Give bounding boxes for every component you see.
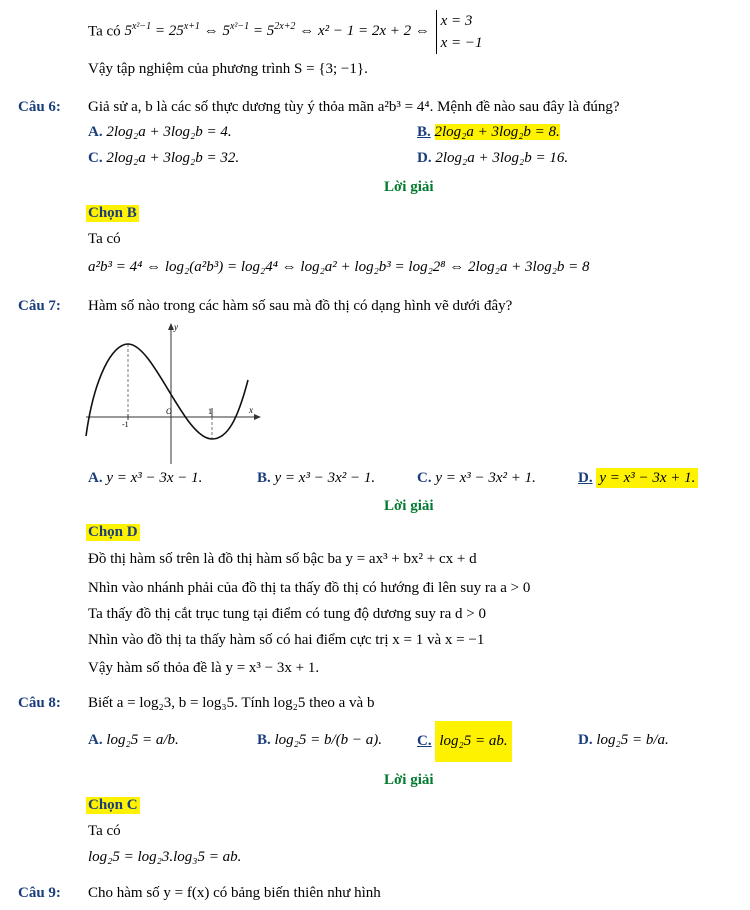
q8-option-b[interactable]: B. log₂5 = b/(b − a). bbox=[257, 732, 383, 748]
q8-answer-choice: Chọn C bbox=[88, 797, 138, 813]
question-9-label: Câu 9: bbox=[18, 885, 61, 901]
q6-option-d[interactable]: D. 2log₂a + 3log₂b = 16. bbox=[417, 150, 569, 166]
q7-answer-choice: Chọn D bbox=[88, 524, 138, 540]
question-7-text: Hàm số nào trong các hàm số sau mà đồ thị có dạng hình vẽ dưới đây? bbox=[88, 298, 513, 314]
q7-solution-line-3: Ta thấy đồ thị cắt trục tung tại điểm có tung độ dương suy ra d > 0 bbox=[88, 606, 486, 622]
intro-line-2: Vậy tập nghiệm của phương trình S = {3; −1}. bbox=[88, 61, 368, 77]
question-8-text: Biết a = log₂3, b = log₃5. Tính log₂5 theo a và b bbox=[88, 695, 375, 711]
q8-derivation: log₂5 = log₂3.log₃5 = ab. bbox=[88, 849, 242, 865]
x-axis-arrow bbox=[254, 414, 261, 420]
q7-solution-line-2: Nhìn vào nhánh phải của đồ thị ta thấy đồ thị có hướng đi lên suy ra a > 0 bbox=[88, 580, 531, 596]
x-label: x bbox=[249, 405, 253, 415]
q8-option-c[interactable]: C. log₂5 = ab. bbox=[417, 719, 512, 763]
intro-line-1: Ta có $5^{x^2-1} = 25^{x+1}$ ⇔ $5^{x^2-1} = 5^{2x+2}$ ⇔ x² − 1 = 2x + 2 ⇔ x = 3 x = −1 bbox=[88, 10, 483, 54]
cubic-graph bbox=[84, 318, 264, 468]
bracket-system: x = 3 x = −1 bbox=[436, 10, 483, 54]
cubic-curve bbox=[86, 344, 248, 439]
origin-label: O bbox=[166, 407, 172, 416]
q7-option-c[interactable]: C. y = x³ − 3x² + 1. bbox=[417, 470, 536, 486]
q8-solution-title: Lời giải bbox=[384, 772, 434, 788]
q7-option-b[interactable]: B. y = x³ − 3x² − 1. bbox=[257, 470, 376, 486]
q7-option-d[interactable]: D. y = x³ − 3x + 1. bbox=[578, 470, 698, 487]
neg1-label: -1 bbox=[122, 420, 129, 429]
q8-ta-co: Ta có bbox=[88, 823, 121, 839]
question-8-label: Câu 8: bbox=[18, 695, 61, 711]
q7-option-a[interactable]: A. y = x³ − 3x − 1. bbox=[88, 470, 203, 486]
question-9-text: Cho hàm số y = f(x) có bảng biến thiên như hình bbox=[88, 885, 381, 901]
q6-derivation: a²b³ = 4⁴ ⇔ log₂(a²b³) = log₂4⁴ ⇔ log₂a² + log₂b³ = log₂2⁸ ⇔ 2log₂a + 3log₂b = 8 bbox=[88, 259, 590, 275]
q7-solution-line-1: Đồ thị hàm số trên là đồ thị hàm số bậc ba y = ax³ + bx² + cx + d bbox=[88, 551, 477, 567]
q6-option-a[interactable]: A. 2log₂a + 3log₂b = 4. bbox=[88, 124, 232, 140]
q7-solution-line-5: Vậy hàm số thỏa đề là y = x³ − 3x + 1. bbox=[88, 660, 320, 676]
q6-solution-title: Lời giải bbox=[384, 179, 434, 195]
q7-solution-title: Lời giải bbox=[384, 498, 434, 514]
q7-solution-line-4: Nhìn vào đồ thị ta thấy hàm số có hai điểm cực trị x = 1 và x = −1 bbox=[88, 632, 485, 648]
question-7-label: Câu 7: bbox=[18, 298, 61, 314]
question-6-text: Giả sử a, b là các số thực dương tùy ý thỏa mãn a²b³ = 4⁴. Mệnh đề nào sau đây là đúng? bbox=[88, 99, 620, 115]
q8-option-d[interactable]: D. log₂5 = b/a. bbox=[578, 732, 669, 748]
question-6-label: Câu 6: bbox=[18, 99, 61, 115]
q6-option-b[interactable]: B. 2log₂a + 3log₂b = 8. bbox=[417, 124, 560, 140]
q6-ta-co: Ta có bbox=[88, 231, 121, 247]
y-label: y bbox=[174, 322, 178, 332]
q8-option-a[interactable]: A. log₂5 = a/b. bbox=[88, 732, 179, 748]
pos1-label: 1 bbox=[208, 407, 212, 416]
q6-answer-choice: Chọn B bbox=[88, 205, 137, 221]
q6-option-c[interactable]: C. 2log₂a + 3log₂b = 32. bbox=[88, 150, 240, 166]
